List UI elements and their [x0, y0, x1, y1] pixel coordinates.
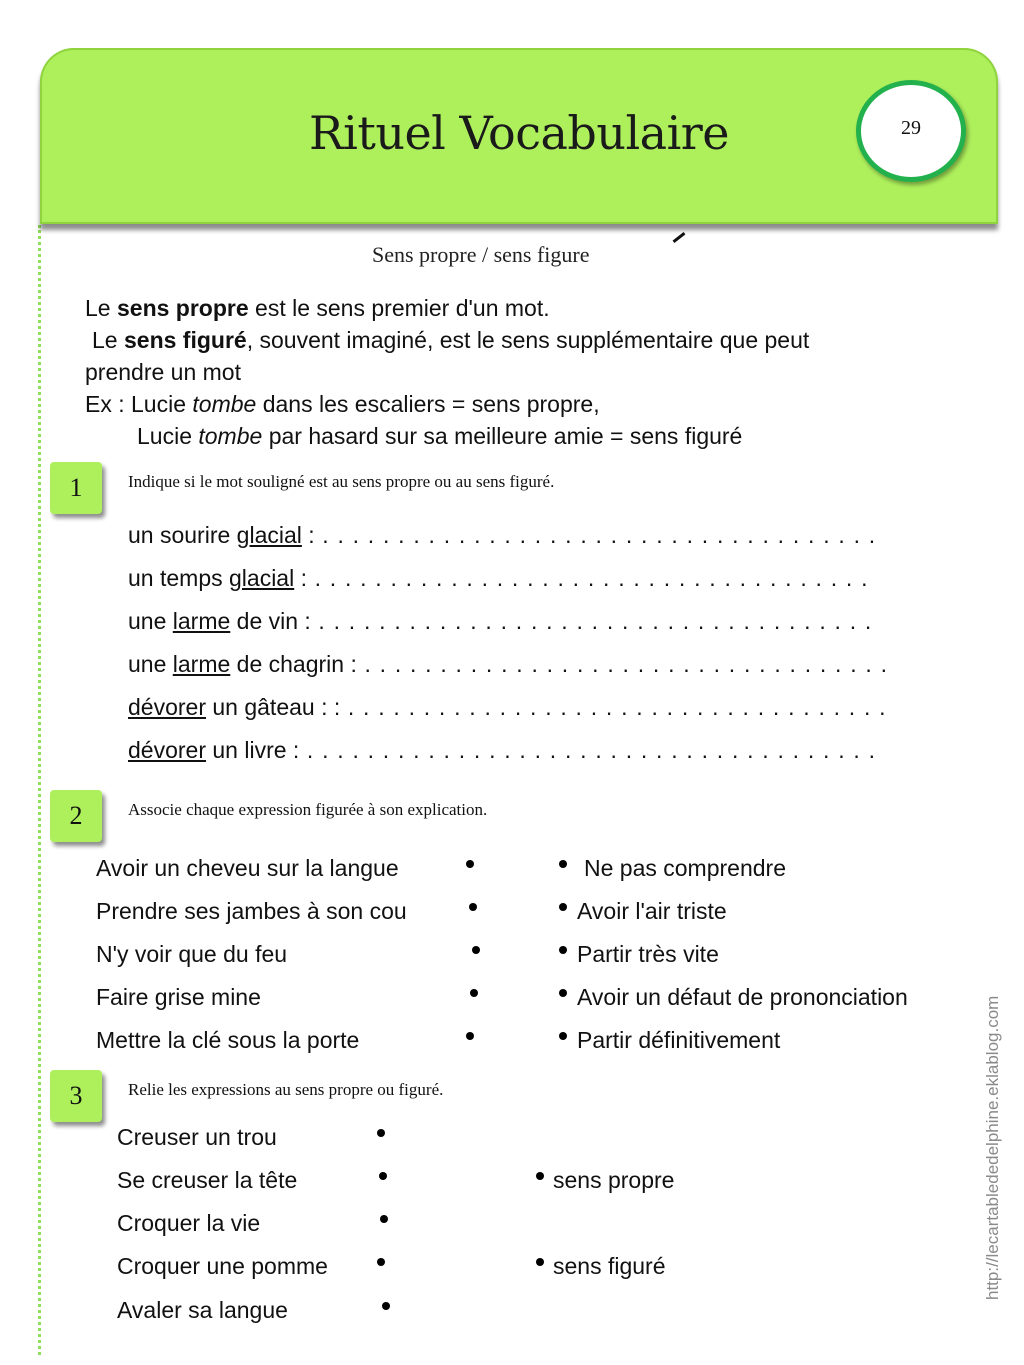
example-line-2: Lucie tombe par hasard sur sa meilleure amie = sens figuré: [137, 423, 743, 449]
exercise-1-number: 1: [50, 462, 102, 514]
link-dot-right[interactable]: [559, 946, 567, 954]
explanation-right: Ne pas comprendre: [584, 855, 786, 881]
expression-left: Mettre la clé sous la porte: [96, 1027, 360, 1053]
link-dot-right[interactable]: [536, 1172, 544, 1180]
exercise-2-instruction: Associe chaque expression figurée à son explication.: [128, 800, 488, 819]
expression-item: Croquer une pomme: [117, 1253, 328, 1279]
underlined-word: dévorer: [128, 737, 206, 763]
explanation-right: Avoir un défaut de prononciation: [577, 984, 908, 1010]
explanation-right: Partir définitivement: [577, 1027, 781, 1053]
definition-line-2: Le sens figuré, souvent imaginé, est le sens supplémentaire que peut: [92, 327, 810, 353]
answer-dots: . . . . . . . . . . . . . . . . . . . . . . . . . . . . . . . . . . . .: [340, 694, 887, 720]
expression-item: Se creuser la tête: [117, 1167, 298, 1193]
exercise-1-instruction: Indique si le mot souligné est au sens propre ou au sens figuré.: [128, 472, 555, 491]
exercise-3-number: 3: [50, 1070, 102, 1122]
watermark-url: http://lecartablededelphine.eklablog.com: [983, 995, 1002, 1300]
definition-line-1: Le sens propre est le sens premier d'un mot.: [85, 295, 550, 321]
explanation-right: Partir très vite: [577, 941, 719, 967]
underlined-word: glacial: [236, 522, 302, 548]
answer-dots: . . . . . . . . . . . . . . . . . . . . . . . . . . . . . . . . . . . . .: [310, 608, 873, 634]
page-title: Rituel Vocabulaire: [308, 106, 730, 160]
exercise-1-item: une larme de vin : . . . . . . . . . . . . . . . . . . . . . . . . . . . . . . . . . . . . .: [128, 608, 873, 634]
answer-dots: . . . . . . . . . . . . . . . . . . . . . . . . . . . . . . . . . . . . . .: [299, 737, 877, 763]
underlined-word: dévorer: [128, 694, 206, 720]
link-dot-left[interactable]: [382, 1302, 390, 1310]
link-dot-left[interactable]: [379, 1172, 387, 1180]
link-dot-right[interactable]: [559, 1032, 567, 1040]
link-dot-left[interactable]: [472, 946, 480, 954]
link-dot-left[interactable]: [380, 1215, 388, 1223]
category-sens-propre: sens propre: [553, 1167, 675, 1193]
link-dot-right[interactable]: [559, 989, 567, 997]
category-sens-figure: sens figuré: [553, 1253, 666, 1279]
subtitle: Sens propre / sens figure: [372, 242, 590, 267]
link-dot-right[interactable]: [559, 860, 567, 868]
accent-mark: [673, 232, 686, 243]
link-dot-left[interactable]: [466, 860, 474, 868]
link-dot-left[interactable]: [466, 1032, 474, 1040]
underlined-word: larme: [172, 651, 231, 677]
exercise-3-instruction: Relie les expressions au sens propre ou figuré.: [128, 1080, 444, 1099]
expression-item: Creuser un trou: [117, 1124, 277, 1150]
expression-left: Avoir un cheveu sur la langue: [96, 855, 399, 881]
example-line-1: Ex : Lucie tombe dans les escaliers = sens propre,: [85, 391, 600, 417]
link-dot-right[interactable]: [536, 1258, 544, 1266]
link-dot-right[interactable]: [559, 903, 567, 911]
exercise-1-item: dévorer un livre : . . . . . . . . . . . . . . . . . . . . . . . . . . . . . . . . . . . . . .: [128, 737, 877, 763]
definition-line-3: prendre un mot: [85, 359, 241, 385]
link-dot-left[interactable]: [469, 903, 477, 911]
title-banner: [40, 48, 998, 224]
answer-dots: . . . . . . . . . . . . . . . . . . . . . . . . . . . . . . . . . . . . .: [314, 522, 877, 548]
expression-item: Avaler sa langue: [117, 1297, 288, 1323]
expression-left: Faire grise mine: [96, 984, 261, 1010]
page-number-badge: [856, 80, 966, 182]
exercise-1-item: dévorer un gâteau : : . . . . . . . . . . . . . . . . . . . . . . . . . . . . . . . . . . . .: [128, 694, 887, 720]
exercise-1-item: un sourire glacial : . . . . . . . . . . . . . . . . . . . . . . . . . . . . . . . . . . . . .: [128, 522, 877, 548]
link-dot-left[interactable]: [470, 989, 478, 997]
underlined-word: glacial: [229, 565, 295, 591]
expression-left: N'y voir que du feu: [96, 941, 288, 967]
left-dotted-border: [38, 225, 41, 1355]
exercise-1-item: une larme de chagrin : . . . . . . . . . . . . . . . . . . . . . . . . . . . . . . . . . . .: [128, 651, 889, 677]
link-dot-left[interactable]: [377, 1129, 385, 1137]
exercise-2-number: 2: [50, 790, 102, 842]
exercise-1-item: un temps glacial : . . . . . . . . . . . . . . . . . . . . . . . . . . . . . . . . . . . . .: [128, 565, 869, 591]
answer-dots: . . . . . . . . . . . . . . . . . . . . . . . . . . . . . . . . . . .: [356, 651, 889, 677]
explanation-right: Avoir l'air triste: [577, 898, 727, 924]
link-dot-left[interactable]: [377, 1258, 385, 1266]
underlined-word: larme: [172, 608, 231, 634]
expression-left: Prendre ses jambes à son cou: [96, 898, 407, 924]
page-number: 29: [901, 117, 921, 139]
answer-dots: . . . . . . . . . . . . . . . . . . . . . . . . . . . . . . . . . . . . .: [307, 565, 869, 591]
expression-item: Croquer la vie: [117, 1210, 261, 1236]
